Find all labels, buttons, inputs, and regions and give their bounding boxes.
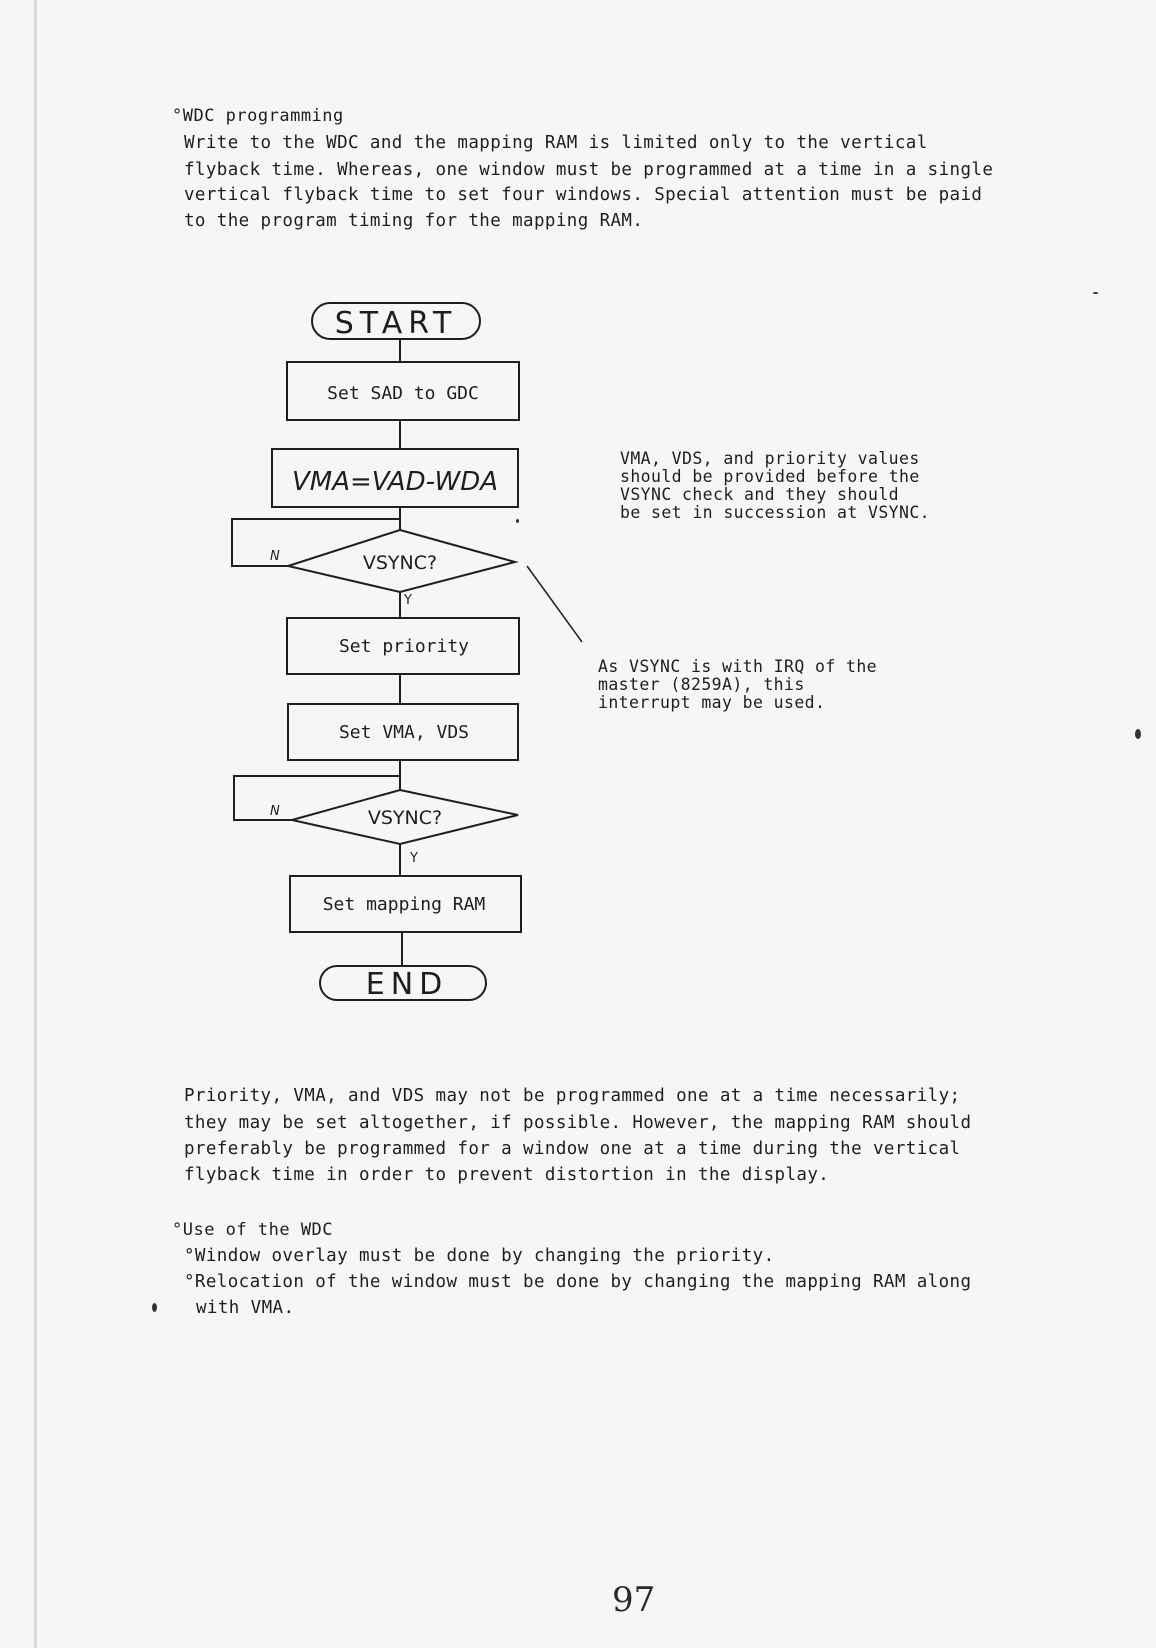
paragraph-line: to the program timing for the mapping RAM. (184, 211, 644, 231)
scan-speck (1135, 729, 1141, 739)
page-number: 97 (612, 1580, 656, 1620)
section-heading-use-of-wdc: °Use of the WDC (172, 1220, 334, 1240)
paragraph-line: vertical flyback time to set four windows. Special attention must be paid (184, 185, 983, 205)
paragraph-line: Write to the WDC and the mapping RAM is limited only to the vertical (184, 133, 928, 153)
bullet-window-overlay: °Window overlay must be done by changing the priority. (184, 1246, 775, 1266)
decision-1-label: VSYNC? (362, 552, 438, 574)
paragraph-line: flyback time. Whereas, one window must be programmed at a time in a single (184, 160, 994, 180)
section-heading-wdc-programming: °WDC programming (172, 106, 344, 126)
step-set-mapping-ram-label: Set mapping RAM (322, 894, 486, 915)
paragraph-line: Priority, VMA, and VDS may not be programmed one at a time necessarily; (184, 1086, 961, 1106)
no-label-1: N (270, 549, 280, 564)
step-set-priority-label: Set priority (338, 636, 470, 657)
step-set-vma-vds-label: Set VMA, VDS (338, 722, 470, 743)
bullet-relocation-continued: with VMA. (196, 1298, 295, 1318)
no-label-2: N (270, 804, 280, 819)
scan-speck (516, 519, 519, 523)
step-set-sad-label: Set SAD to GDC (327, 383, 479, 404)
bullet-relocation: °Relocation of the window must be done by changing the mapping RAM along (184, 1272, 972, 1292)
scan-speck (152, 1303, 157, 1312)
annotation-pointer (527, 566, 582, 642)
yes-label-2: Y (410, 851, 418, 866)
paragraph-line: preferably be programmed for a window one at a time during the vertical (184, 1139, 961, 1159)
paragraph-line: they may be set altogether, if possible. However, the mapping RAM should (184, 1113, 972, 1133)
scan-speck (1093, 292, 1098, 294)
note-irq-interrupt: As VSYNC is with IRQ of the master (8259A), this interrupt may be used. (598, 657, 878, 712)
end-label: END (365, 967, 449, 1002)
yes-label-1: Y (404, 593, 412, 608)
start-label: START (334, 306, 458, 341)
decision-2-label: VSYNC? (367, 807, 443, 829)
paragraph-line: flyback time in order to prevent distortion in the display. (184, 1165, 830, 1185)
step-vma-label: VMA=VAD-WDA (291, 467, 499, 497)
note-vsync-check: VMA, VDS, and priority values should be provided before the VSYNC check and they should be set in succession at VSYNC. (620, 449, 931, 522)
